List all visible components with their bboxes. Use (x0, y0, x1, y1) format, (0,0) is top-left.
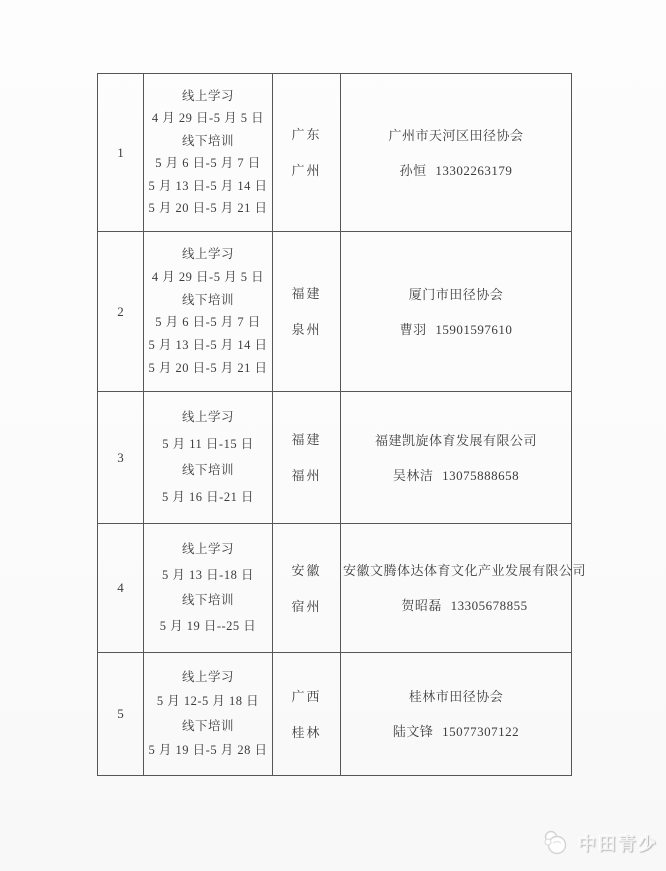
organization-cell (341, 74, 571, 231)
youth-athletics-logo-icon (539, 829, 573, 857)
table-row (98, 653, 571, 775)
row-number-cell (98, 232, 144, 391)
row-number-cell (98, 524, 144, 652)
organization-cell (341, 653, 571, 775)
schedule-line: 线上学习 (181, 88, 234, 103)
location-line: 宿州 (291, 598, 322, 614)
schedule-line: 5 月 13 日-5 月 14 日 (148, 178, 268, 193)
location-cell (273, 232, 341, 391)
row-number-cell (98, 392, 144, 523)
row-number-cell (98, 74, 144, 231)
organization-cell (341, 524, 588, 652)
table-row (98, 232, 571, 392)
schedule-line: 线下培训 (181, 133, 234, 148)
schedule-cell (144, 653, 273, 775)
schedule-line: 5 月 16 日-21 日 (162, 489, 254, 504)
contact-line: 孙恒 13302263179 (399, 162, 513, 178)
schedule-line: 5 月 6 日-5 月 7 日 (155, 315, 261, 330)
schedule-line: 线下培训 (181, 292, 234, 307)
organization-cell (341, 232, 571, 391)
row-number: 5 (117, 706, 124, 721)
schedule-line: 5 月 12-5 月 18 日 (156, 694, 260, 709)
table-row (98, 392, 571, 524)
organization-name: 厦门市田径协会 (408, 286, 504, 302)
contact-line: 贺昭磊 13305678855 (401, 598, 528, 613)
schedule-line: 线上学习 (181, 246, 234, 261)
location-line: 福州 (291, 468, 322, 483)
schedule-line: 线上学习 (181, 410, 234, 425)
schedule-line: 4 月 29 日-5 月 5 日 (151, 269, 265, 284)
contact-line: 曹羽 15901597610 (399, 321, 513, 337)
schedule-cell (144, 524, 273, 652)
location-cell (273, 392, 341, 523)
schedule-cell (144, 392, 273, 523)
schedule-line: 线下培训 (181, 463, 234, 478)
row-number: 1 (117, 144, 124, 160)
location-line: 福建 (291, 432, 322, 447)
table-row (98, 524, 587, 653)
location-cell (273, 74, 341, 231)
training-table (97, 73, 587, 776)
contact-line: 陆文锋 15077307122 (392, 724, 520, 739)
schedule-line: 5 月 20 日-5 月 21 日 (148, 361, 268, 376)
watermark (539, 829, 658, 857)
schedule-line: 线上学习 (181, 541, 234, 556)
location-line: 桂林 (291, 724, 322, 740)
schedule-line: 4 月 29 日-5 月 5 日 (151, 111, 265, 126)
schedule-cell (144, 74, 273, 231)
location-line: 广州 (291, 163, 322, 178)
schedule-line: 5 月 13 日-5 月 14 日 (148, 338, 268, 353)
schedule-line: 线下培训 (181, 718, 234, 733)
schedule-line: 线下培训 (181, 593, 234, 608)
schedule-line: 线上学习 (181, 669, 234, 684)
table-row (98, 74, 571, 232)
schedule-line: 5 月 19 日-5 月 28 日 (148, 743, 268, 758)
organization-name: 安徽文腾体达体育文化产业发展有限公司 (343, 563, 587, 578)
row-number: 2 (117, 303, 124, 319)
row-number: 4 (117, 580, 124, 595)
organization-name: 广州市天河区田径协会 (388, 127, 524, 143)
organization-cell (341, 392, 571, 523)
schedule-line: 5 月 19 日--25 日 (159, 619, 257, 634)
location-line: 广东 (291, 127, 322, 142)
schedule-line: 5 月 13 日-18 日 (162, 567, 254, 582)
location-cell (273, 524, 341, 652)
location-cell (273, 653, 341, 775)
watermark-label: 中田青少 (578, 834, 658, 854)
location-line: 泉州 (291, 322, 322, 337)
row-number-cell (98, 653, 144, 775)
schedule-line: 5 月 20 日-5 月 21 日 (148, 201, 268, 216)
organization-name: 桂林市田径协会 (408, 689, 504, 704)
schedule-cell (144, 232, 273, 391)
location-line: 福建 (291, 286, 322, 301)
location-line: 安徽 (291, 562, 322, 578)
location-line: 广西 (291, 688, 322, 704)
row-number: 3 (117, 449, 124, 465)
contact-line: 吴林洁 13075888658 (392, 467, 520, 483)
schedule-line: 5 月 11 日-15 日 (162, 436, 254, 451)
organization-name: 福建凯旋体育发展有限公司 (374, 432, 537, 448)
schedule-line: 5 月 6 日-5 月 7 日 (155, 156, 261, 171)
